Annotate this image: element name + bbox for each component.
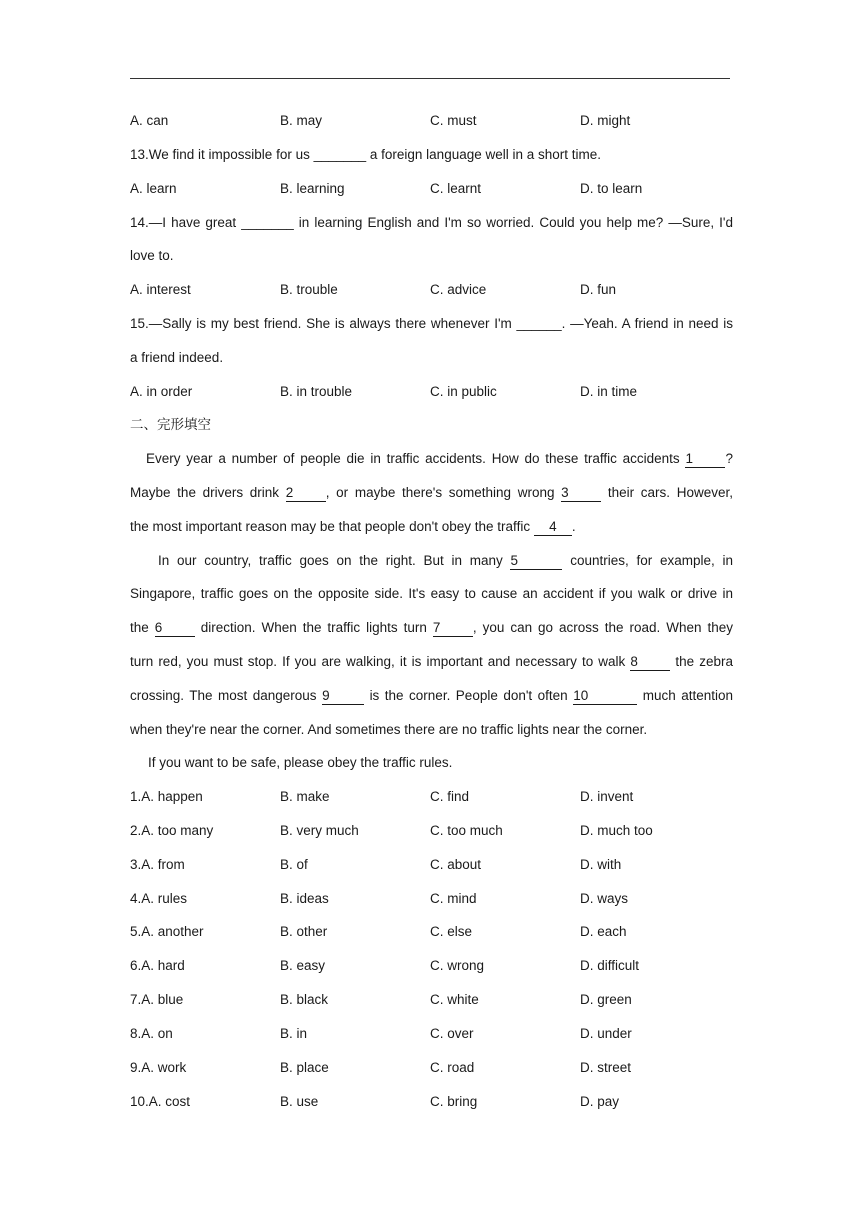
option-a: 5.A. another — [130, 924, 204, 939]
option-c: C. else — [430, 924, 473, 939]
option-c: C. over — [430, 1026, 474, 1041]
cloze-options-7 — [130, 990, 733, 1010]
option-d: D. under — [580, 1026, 632, 1041]
option-a: 9.A. work — [130, 1060, 187, 1075]
passage-text: ? — [725, 451, 733, 466]
passage-line — [130, 686, 733, 706]
blank-1: 1 — [685, 451, 725, 468]
option-b: B. make — [280, 789, 330, 804]
option-d: D. difficult — [580, 958, 640, 973]
option-c: C. about — [430, 857, 482, 872]
option-d: D. much too — [580, 823, 653, 838]
blank-3: 3 — [561, 485, 601, 502]
option-d: D. with — [580, 857, 622, 872]
option-a: A. can — [130, 113, 169, 128]
passage-text: the — [130, 620, 149, 635]
option-b: B. in trouble — [280, 384, 353, 399]
option-b: B. trouble — [280, 282, 338, 297]
cloze-options-5 — [130, 922, 733, 942]
cloze-options-2 — [130, 821, 733, 841]
passage-text: much attention — [642, 688, 733, 703]
option-c: C. bring — [430, 1094, 478, 1109]
option-a: 1.A. happen — [130, 789, 203, 804]
option-b: B. learning — [280, 181, 345, 196]
passage-line — [130, 449, 733, 469]
option-c: C. in public — [430, 384, 497, 399]
option-b: B. may — [280, 113, 323, 128]
option-d: D. fun — [580, 282, 617, 297]
blank-8: 8 — [630, 654, 670, 671]
option-a: 7.A. blue — [130, 992, 184, 1007]
passage-line: Singapore, traffic goes on the opposite side. It's easy to cause an accident if you walk or drive in — [130, 586, 733, 601]
passage-text: turn red, you must stop. If you are walking, it is important and necessary to walk — [130, 654, 626, 669]
passage-text: Every year a number of people die in traffic accidents. How do these traffic accidents — [146, 451, 680, 466]
passage-line: If you want to be safe, please obey the traffic rules. — [148, 755, 453, 770]
option-c: C. too much — [430, 823, 503, 838]
q14-stem-line1: 14.—I have great _______ in learning English and I'm so worried. Could you help me? —Sure, I'd — [130, 215, 733, 230]
option-c: C. mind — [430, 891, 477, 906]
q12-options — [130, 111, 733, 131]
option-d: D. each — [580, 924, 627, 939]
option-b: B. place — [280, 1060, 329, 1075]
option-c: C. must — [430, 113, 477, 128]
option-a: 8.A. on — [130, 1026, 173, 1041]
option-d: D. ways — [580, 891, 629, 906]
q14-options — [130, 280, 733, 300]
blank-9: 9 — [322, 688, 364, 705]
section-title: 二、完形填空 — [130, 417, 211, 433]
option-c: C. white — [430, 992, 479, 1007]
option-c: C. learnt — [430, 181, 482, 196]
passage-text: is the corner. People don't often — [369, 688, 568, 703]
option-b: B. easy — [280, 958, 326, 973]
passage-line — [130, 652, 733, 672]
passage-text: the zebra — [675, 654, 733, 669]
option-d: D. pay — [580, 1094, 620, 1109]
passage-line — [130, 483, 733, 503]
passage-text: . — [571, 519, 576, 534]
option-a: 6.A. hard — [130, 958, 185, 973]
option-a: A. in order — [130, 384, 193, 399]
passage-line — [130, 517, 733, 537]
blank-5: 5 — [510, 553, 562, 570]
cloze-options-1 — [130, 787, 733, 807]
option-a: A. interest — [130, 282, 191, 297]
q15-stem-line2: a friend indeed. — [130, 350, 224, 365]
passage-text: , you can go across the road. When they — [472, 620, 733, 635]
passage-text: Maybe the drivers drink — [130, 485, 280, 500]
option-b: B. very much — [280, 823, 359, 838]
option-c: C. wrong — [430, 958, 485, 973]
option-d: D. green — [580, 992, 632, 1007]
passage-text: countries, for example, in — [570, 553, 733, 568]
blank-4: 4 — [534, 519, 572, 536]
cloze-options-3 — [130, 855, 733, 875]
option-a: A. learn — [130, 181, 177, 196]
option-d: D. invent — [580, 789, 634, 804]
option-d: D. might — [580, 113, 631, 128]
q13-options — [130, 179, 733, 199]
passage-text: In our country, traffic goes on the right. But in many — [158, 553, 503, 568]
cloze-options-8 — [130, 1024, 733, 1044]
q15-options — [130, 382, 733, 402]
passage-text: the most important reason may be that people don't obey the traffic — [130, 519, 531, 534]
passage-text: crossing. The most dangerous — [130, 688, 317, 703]
passage-line — [130, 618, 733, 638]
option-d: D. in time — [580, 384, 638, 399]
cloze-options-6 — [130, 956, 733, 976]
blank-2: 2 — [286, 485, 326, 502]
option-d: D. street — [580, 1060, 632, 1075]
blank-10: 10 — [573, 688, 637, 705]
blank-6: 6 — [155, 620, 195, 637]
option-d: D. to learn — [580, 181, 643, 196]
option-b: B. ideas — [280, 891, 329, 906]
cloze-options-9 — [130, 1058, 733, 1078]
option-c: C. find — [430, 789, 470, 804]
option-b: B. other — [280, 924, 328, 939]
header-rule — [130, 78, 730, 79]
option-a: 2.A. too many — [130, 823, 214, 838]
option-a: 3.A. from — [130, 857, 185, 872]
option-b: B. black — [280, 992, 329, 1007]
option-b: B. in — [280, 1026, 308, 1041]
cloze-options-4 — [130, 889, 733, 909]
passage-text: direction. When the traffic lights turn — [200, 620, 427, 635]
option-a: 4.A. rules — [130, 891, 188, 906]
q15-stem-line1: 15.—Sally is my best friend. She is always there whenever I'm ______. —Yeah. A friend in need is — [130, 316, 733, 331]
q13-stem: 13.We find it impossible for us _______ a foreign language well in a short time. — [130, 147, 602, 162]
blank-7: 7 — [433, 620, 473, 637]
option-b: B. of — [280, 857, 308, 872]
cloze-options-10 — [130, 1092, 733, 1112]
passage-text: their cars. However, — [607, 485, 733, 500]
option-c: C. road — [430, 1060, 475, 1075]
option-a: 10.A. cost — [130, 1094, 191, 1109]
q14-stem-line2: love to. — [130, 248, 174, 263]
passage-line — [130, 551, 733, 571]
passage-text: , or maybe there's something wrong — [325, 485, 555, 500]
option-c: C. advice — [430, 282, 487, 297]
option-b: B. use — [280, 1094, 319, 1109]
passage-line: when they're near the corner. And sometimes there are no traffic lights near the corner. — [130, 722, 648, 737]
